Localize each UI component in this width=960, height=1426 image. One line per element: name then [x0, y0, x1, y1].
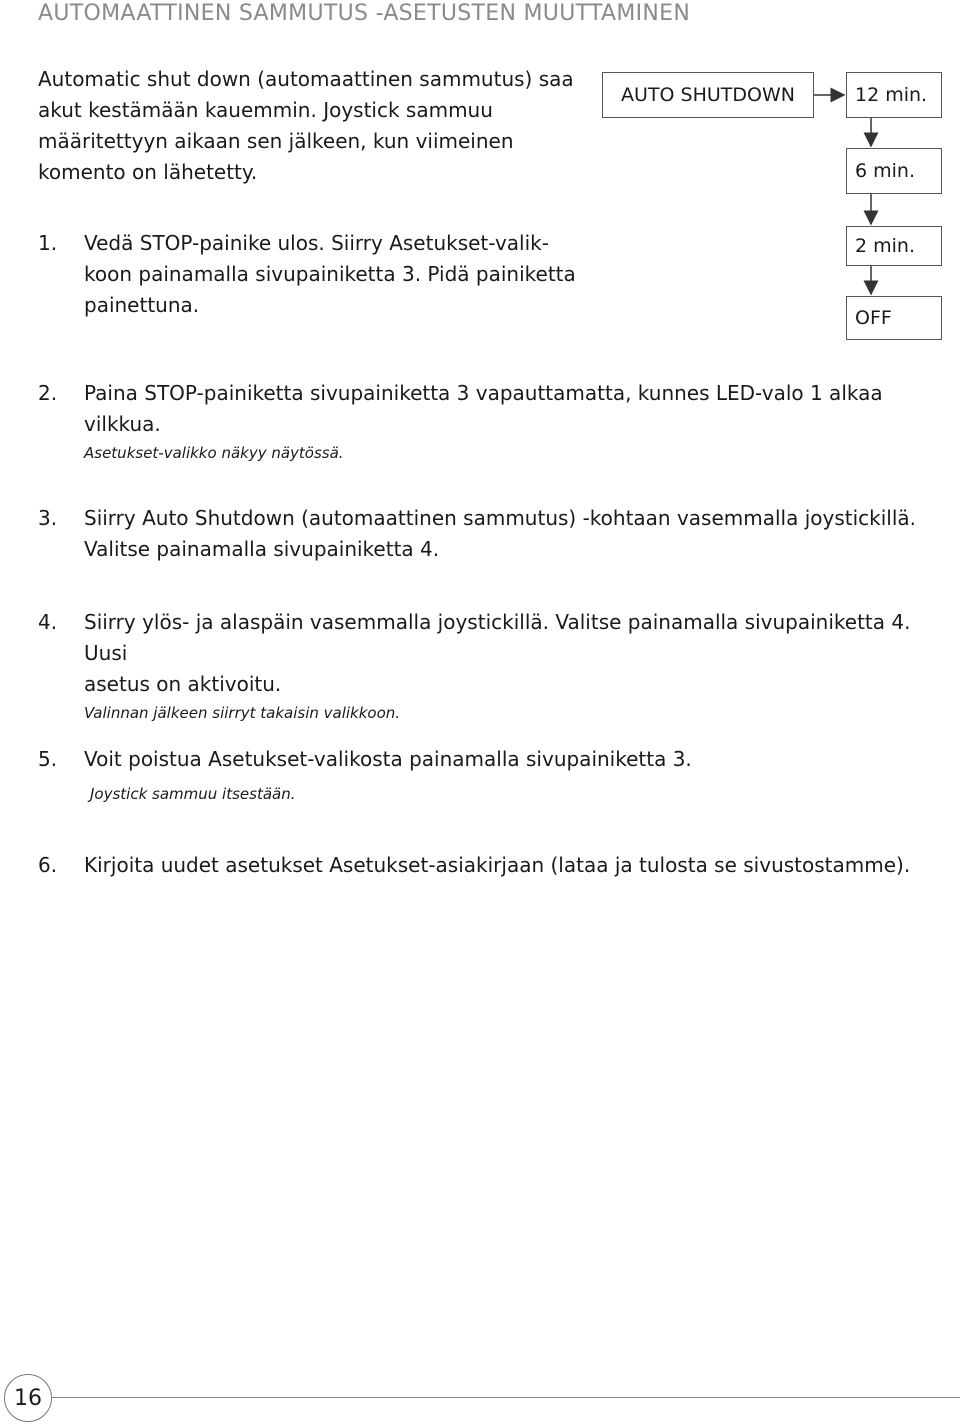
- page-title: AUTOMAATTINEN SAMMUTUS -ASETUSTEN MUUTTAMINEN: [38, 1, 691, 26]
- step-line: Siirry ylös- ja alaspäin vasemmalla joystickillä. Valitse painamalla sivupainiketta 4. Uusi: [84, 610, 911, 665]
- step-number: 3.: [38, 506, 58, 530]
- option-off: OFF: [846, 296, 942, 340]
- step-number: 5.: [38, 747, 58, 771]
- option-2-min: 2 min.: [846, 226, 942, 266]
- step-line: painettuna.: [84, 293, 200, 317]
- step-line: koon painamalla sivupainiketta 3. Pidä painiketta: [84, 262, 576, 286]
- step-line: asetus on aktivoitu.: [84, 672, 282, 696]
- step-line: Voit poistua Asetukset-valikosta painamalla sivupainiketta 3.: [84, 747, 692, 771]
- intro-line: komento on lähetetty.: [38, 160, 258, 184]
- step-note: Asetukset-valikko näkyy näytössä.: [84, 444, 344, 462]
- page-number: 16: [4, 1374, 52, 1422]
- auto-shutdown-label: AUTO SHUTDOWN: [602, 72, 814, 118]
- step-number: 4.: [38, 610, 58, 634]
- footer-rule: [52, 1397, 960, 1398]
- step-text: [84, 607, 948, 724]
- step-line: Kirjoita uudet asetukset Asetukset-asiakirjaan (lataa ja tulosta se sivustostamme).: [84, 853, 911, 877]
- step-text: [84, 228, 604, 321]
- step-line: Paina STOP-painiketta sivupainiketta 3 vapauttamatta, kunnes LED-valo 1 alkaa: [84, 381, 883, 405]
- step-line: Siirry Auto Shutdown (automaattinen sammutus) -kohtaan vasemmalla joystickillä.: [84, 506, 917, 530]
- step-line: vilkkua.: [84, 412, 161, 436]
- intro-line: Automatic shut down (automaattinen sammutus) saa: [38, 67, 574, 91]
- step-number: 1.: [38, 231, 58, 255]
- step-number: 6.: [38, 853, 58, 877]
- step-text: [84, 744, 934, 805]
- option-12-min: 12 min.: [846, 72, 942, 118]
- step-note: Valinnan jälkeen siirryt takaisin valikkoon.: [84, 704, 401, 722]
- intro-line: akut kestämään kauemmin. Joystick sammuu: [38, 98, 493, 122]
- option-6-min: 6 min.: [846, 148, 942, 194]
- step-line: Valitse painamalla sivupainiketta 4.: [84, 537, 440, 561]
- intro-line: määritettyyn aikaan sen jälkeen, kun viimeinen: [38, 129, 514, 153]
- step-text: [84, 850, 948, 881]
- step-text: [84, 503, 934, 565]
- step-note: Joystick sammuu itsestään.: [90, 785, 296, 803]
- step-text: [84, 378, 934, 464]
- step-number: 2.: [38, 381, 58, 405]
- step-line: Vedä STOP-painike ulos. Siirry Asetukset-valik-: [84, 231, 549, 255]
